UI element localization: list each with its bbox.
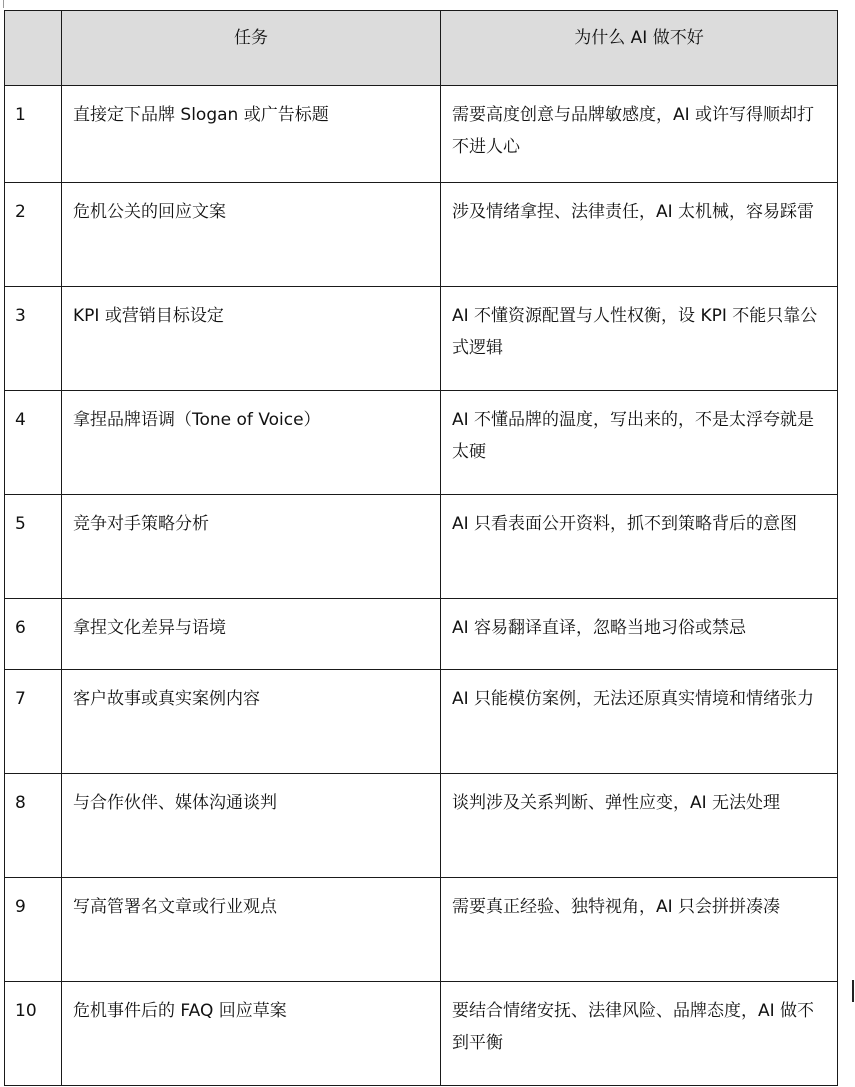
row-task: 写高管署名文章或行业观点 <box>62 878 441 982</box>
page-corner-mark <box>3 0 4 8</box>
row-number: 9 <box>5 878 62 982</box>
header-task: 任务 <box>62 11 441 86</box>
row-number: 3 <box>5 287 62 391</box>
table-header <box>5 11 838 86</box>
row-number: 10 <box>5 982 62 1086</box>
row-reason: 要结合情绪安抚、法律风险、品牌态度，AI 做不到平衡 <box>441 982 838 1086</box>
table-row <box>5 86 838 183</box>
ai-tasks-table <box>4 10 838 1086</box>
table-row <box>5 670 838 774</box>
text-cursor-mark <box>852 980 854 1002</box>
row-reason: AI 只能模仿案例，无法还原真实情境和情绪张力 <box>441 670 838 774</box>
row-task: 竞争对手策略分析 <box>62 495 441 599</box>
row-number: 5 <box>5 495 62 599</box>
row-task: 拿捏品牌语调（Tone of Voice） <box>62 391 441 495</box>
table-row <box>5 878 838 982</box>
table-row <box>5 287 838 391</box>
row-reason: 需要真正经验、独特视角，AI 只会拼拼凑凑 <box>441 878 838 982</box>
row-reason: 谈判涉及关系判断、弹性应变，AI 无法处理 <box>441 774 838 878</box>
row-number: 4 <box>5 391 62 495</box>
row-number: 6 <box>5 599 62 670</box>
row-number: 8 <box>5 774 62 878</box>
table-row <box>5 982 838 1086</box>
row-task: KPI 或营销目标设定 <box>62 287 441 391</box>
table-row <box>5 391 838 495</box>
header-row <box>5 11 838 86</box>
row-task: 与合作伙伴、媒体沟通谈判 <box>62 774 441 878</box>
row-task: 危机事件后的 FAQ 回应草案 <box>62 982 441 1086</box>
header-number <box>5 11 62 86</box>
table-row <box>5 599 838 670</box>
row-reason: 需要高度创意与品牌敏感度，AI 或许写得顺却打不进人心 <box>441 86 838 183</box>
row-task: 拿捏文化差异与语境 <box>62 599 441 670</box>
row-reason: AI 不懂资源配置与人性权衡，设 KPI 不能只靠公式逻辑 <box>441 287 838 391</box>
row-reason: 涉及情绪拿捏、法律责任，AI 太机械，容易踩雷 <box>441 183 838 287</box>
row-number: 1 <box>5 86 62 183</box>
row-reason: AI 不懂品牌的温度，写出来的，不是太浮夸就是太硬 <box>441 391 838 495</box>
row-task: 危机公关的回应文案 <box>62 183 441 287</box>
table-row <box>5 495 838 599</box>
header-reason: 为什么 AI 做不好 <box>441 11 838 86</box>
row-task: 直接定下品牌 Slogan 或广告标题 <box>62 86 441 183</box>
table-body <box>5 86 838 1086</box>
row-reason: AI 只看表面公开资料，抓不到策略背后的意图 <box>441 495 838 599</box>
table-row <box>5 183 838 287</box>
row-number: 7 <box>5 670 62 774</box>
table-row <box>5 774 838 878</box>
row-task: 客户故事或真实案例内容 <box>62 670 441 774</box>
row-number: 2 <box>5 183 62 287</box>
row-reason: AI 容易翻译直译，忽略当地习俗或禁忌 <box>441 599 838 670</box>
